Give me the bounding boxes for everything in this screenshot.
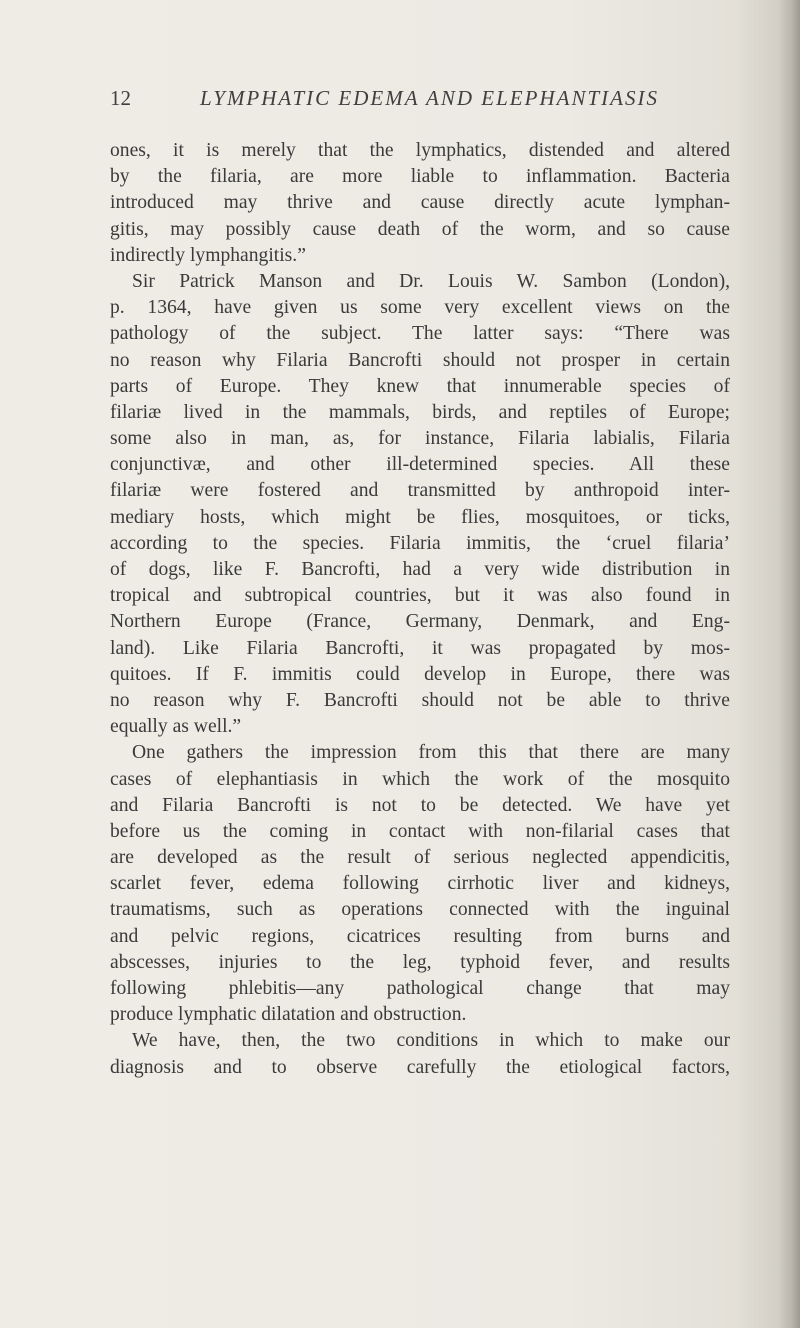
text-line: and pelvic regions, cicatrices resulting from burns and [110, 925, 730, 947]
text-line: p. 1364, have given us some very excellent views on the [110, 297, 730, 319]
text-line: indirectly lymphangitis.” [110, 244, 306, 266]
text-line: equally as well.” [110, 716, 242, 738]
text-line: no reason why Filaria Bancrofti should not prosper in certain [110, 349, 730, 371]
text-line: One gathers the impression from this that there are many [132, 742, 730, 764]
text-line: land). Like Filaria Bancrofti, it was propagated by mos- [110, 637, 730, 659]
text-line: scarlet fever, edema following cirrhotic liver and kidneys, [110, 873, 730, 895]
text-line: pathology of the subject. The latter says: “There was [110, 323, 730, 345]
page-edge-shadow [778, 0, 800, 1328]
page-number: 12 [110, 86, 131, 110]
text-line: conjunctivæ, and other ill-determined species. All these [110, 454, 730, 476]
text-line: following phlebitis—any pathological change that may [110, 978, 730, 999]
text-line: parts of Europe. They knew that innumerable species of [110, 375, 730, 397]
text-line: tropical and subtropical countries, but it was also found in [110, 585, 730, 607]
text-line: by the filaria, are more liable to inflammation. Bacteria [110, 166, 730, 188]
text-line: abscesses, injuries to the leg, typhoid fever, and results [110, 951, 730, 973]
text-line: cases of elephantiasis in which the work of the mosquito [110, 768, 730, 790]
text-line: some also in man, as, for instance, Filaria labialis, Filaria [110, 428, 730, 450]
text-line: produce lymphatic dilatation and obstruction. [110, 1004, 467, 1026]
running-head [110, 86, 710, 114]
text-line: are developed as the result of serious neglected appendicitis, [110, 847, 730, 869]
text-line: traumatisms, such as operations connected with the inguinal [110, 899, 730, 921]
text-line: gitis, may possibly cause death of the worm, and so cause [110, 218, 730, 240]
text-line: mediary hosts, which might be flies, mosquitoes, or ticks, [110, 506, 730, 528]
text-line: quitoes. If F. immitis could develop in Europe, there was [110, 663, 730, 685]
text-line: according to the species. Filaria immitis, the ‘cruel filaria’ [110, 532, 730, 554]
body-text [110, 138, 730, 1081]
text-line: of dogs, like F. Bancrofti, had a very wide distribution in [110, 559, 730, 580]
text-line: filariæ lived in the mammals, birds, and reptiles of Europe; [110, 401, 730, 423]
text-line: Sir Patrick Manson and Dr. Louis W. Sambon (London), [132, 270, 730, 292]
text-line: ones, it is merely that the lymphatics, distended and altered [110, 140, 730, 161]
text-line: and Filaria Bancrofti is not to be detected. We have yet [110, 794, 730, 816]
text-line: introduced may thrive and cause directly acute lymphan- [110, 192, 730, 214]
text-line: no reason why F. Bancrofti should not be able to thrive [110, 689, 730, 711]
running-title: LYMPHATIC EDEMA AND ELEPHANTIASIS [200, 86, 659, 110]
text-line: We have, then, the two conditions in which to make our [132, 1030, 730, 1052]
text-line: Northern Europe (France, Germany, Denmark, and Eng- [110, 611, 730, 633]
text-line: filariæ were fostered and transmitted by anthropoid inter- [110, 480, 730, 502]
text-line: diagnosis and to observe carefully the etiological factors, [110, 1056, 730, 1078]
text-line: before us the coming in contact with non-filarial cases that [110, 820, 730, 842]
